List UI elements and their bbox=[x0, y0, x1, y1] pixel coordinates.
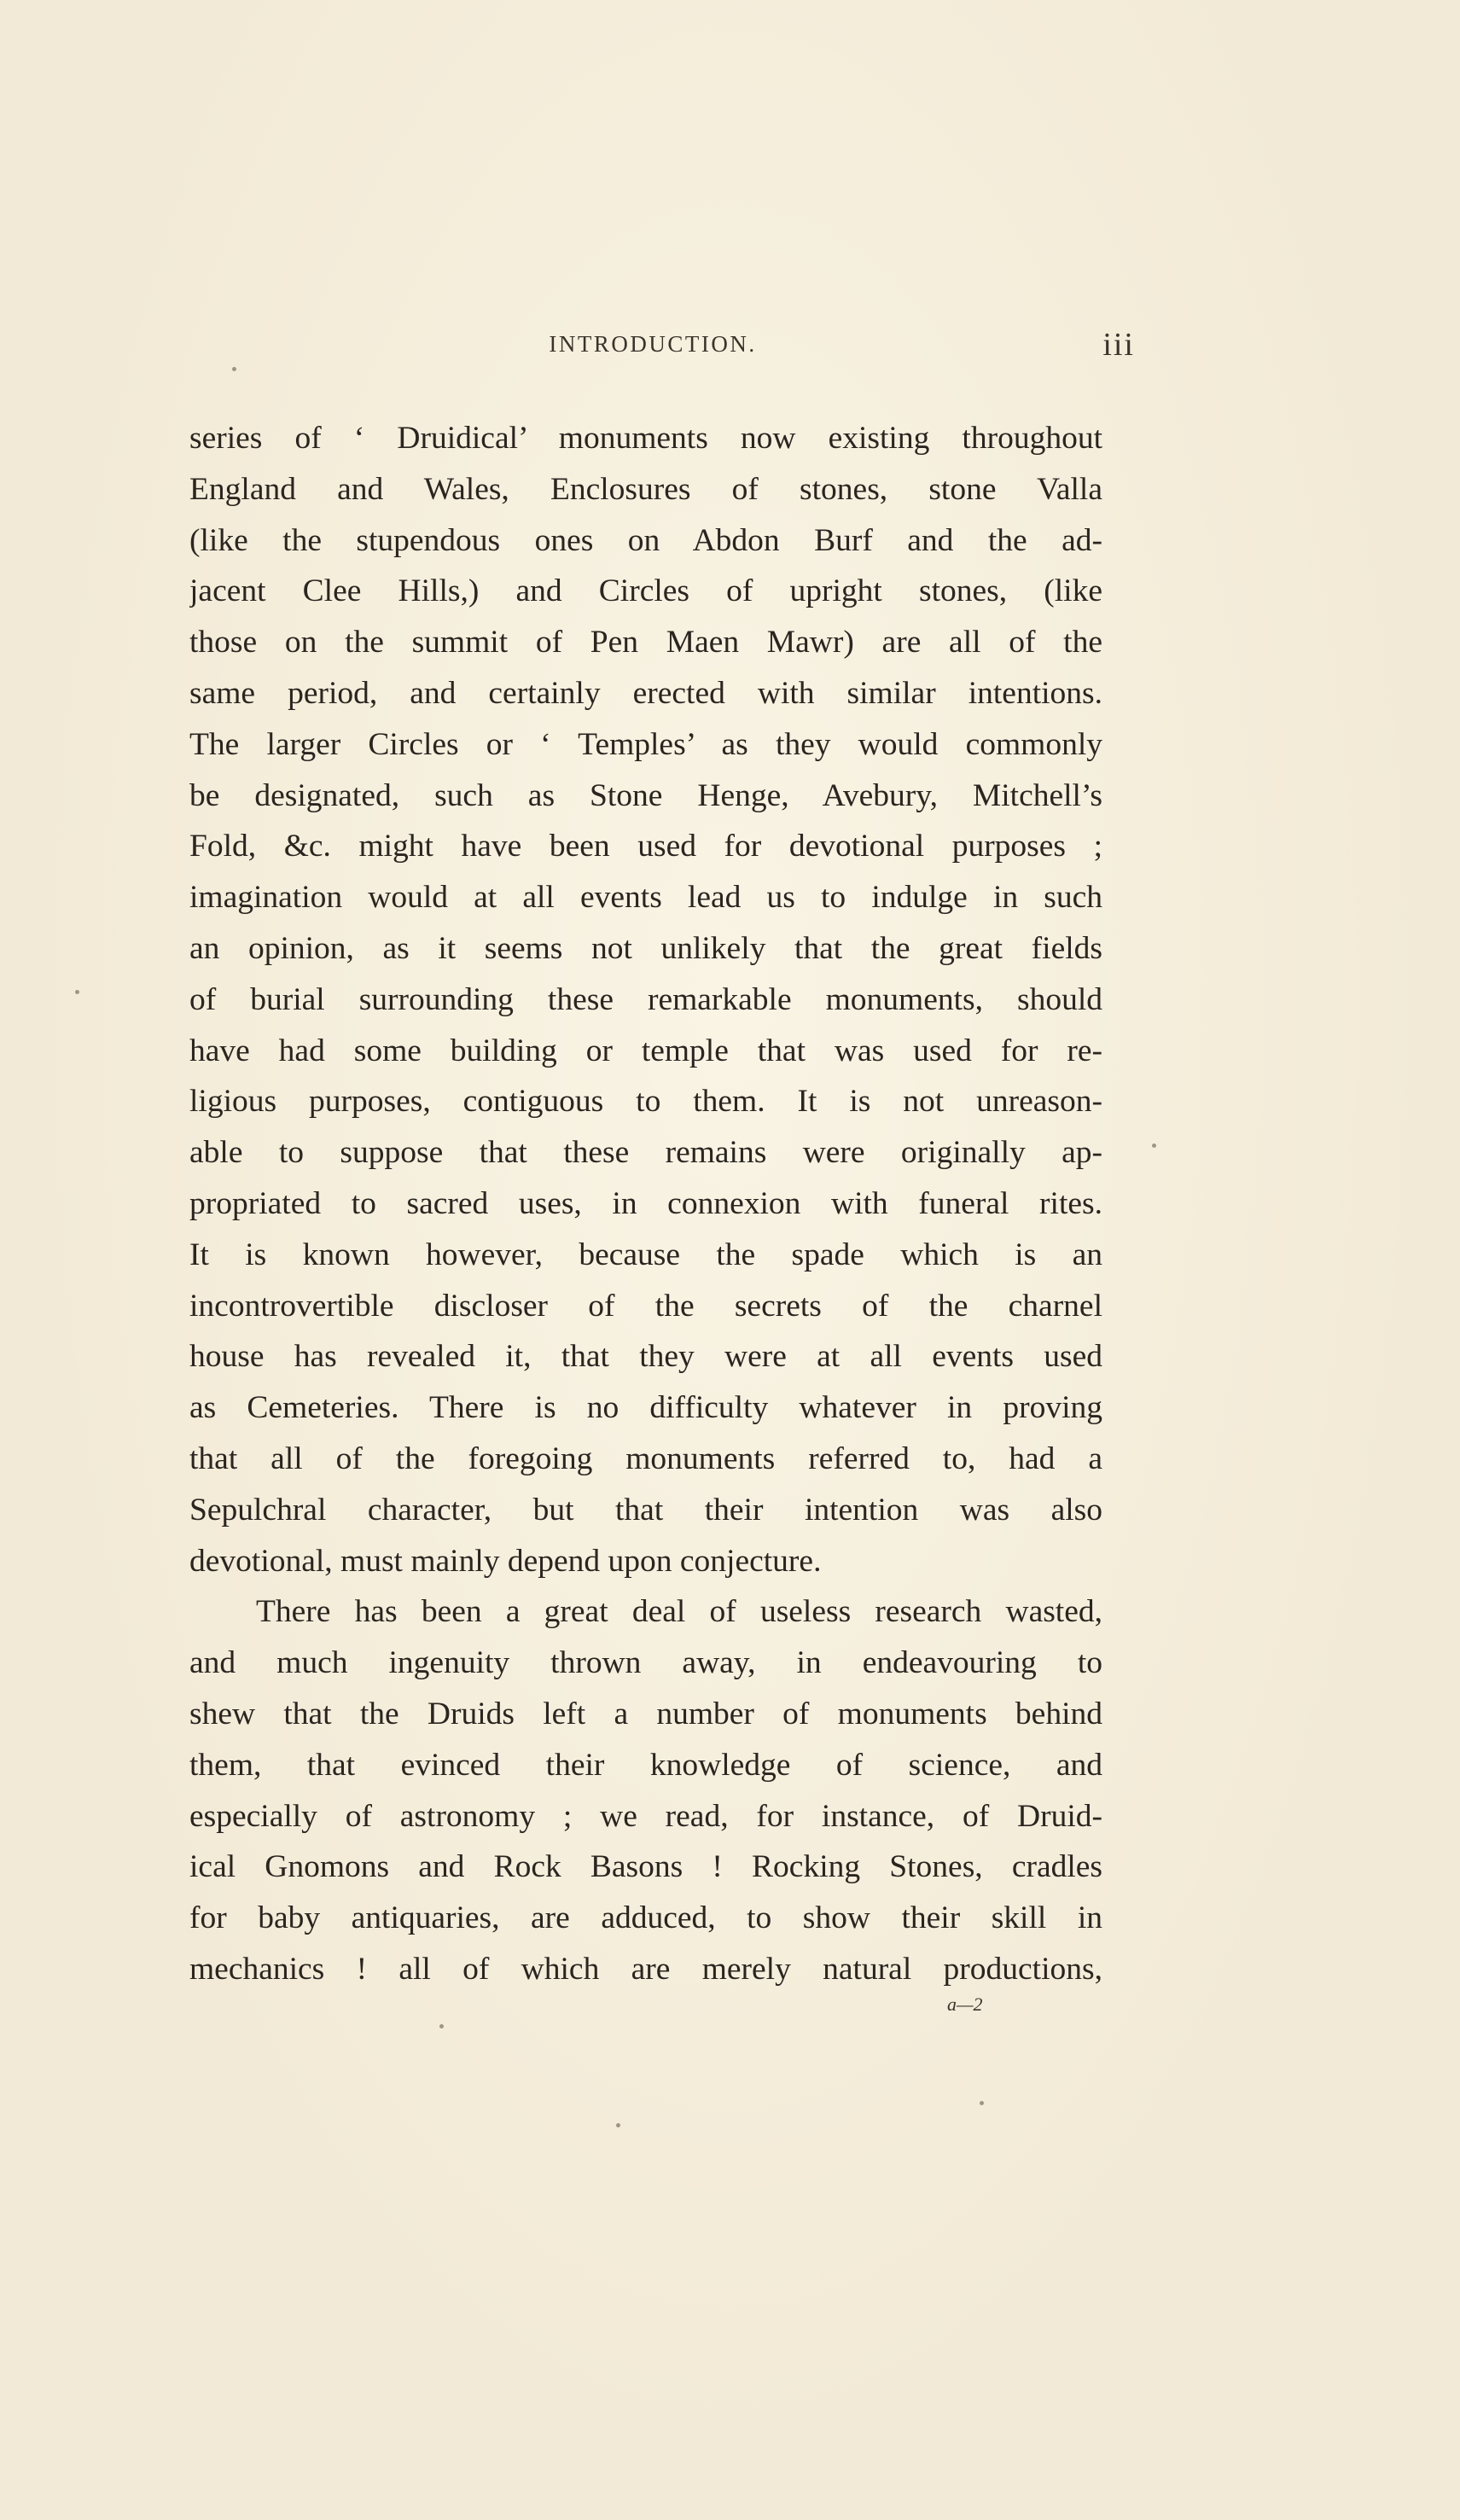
text-line: It is known however, because the spade which is an bbox=[189, 1237, 1102, 1272]
body-text bbox=[189, 413, 1102, 1995]
text-line: imagination would at all events lead us to indulge in such bbox=[189, 880, 1102, 916]
signature-mark: a—2 bbox=[947, 1993, 983, 2015]
text-line: (like the stupendous ones on Abdon Burf and the ad- bbox=[189, 522, 1102, 558]
text-line: The larger Circles or ‘ Temples’ as they would commonly bbox=[189, 726, 1102, 762]
text-line: incontrovertible discloser of the secrets of the charnel bbox=[189, 1288, 1102, 1324]
text-line: for baby antiquaries, are adduced, to show their skill in bbox=[189, 1900, 1102, 1936]
text-line: ical Gnomons and Rock Basons ! Rocking Stones, cradles bbox=[189, 1849, 1102, 1885]
text-line: those on the summit of Pen Maen Mawr) are all of the bbox=[189, 625, 1102, 661]
text-line: that all of the foregoing monuments referred to, had a bbox=[189, 1440, 1102, 1476]
text-line: jacent Clee Hills,) and Circles of upright stones, (like bbox=[189, 573, 1102, 609]
page-speck bbox=[75, 990, 79, 994]
text-line: them, that evinced their knowledge of science, and bbox=[189, 1747, 1102, 1783]
text-line: and much ingenuity thrown away, in endeavouring to bbox=[189, 1645, 1102, 1681]
text-line: able to suppose that these remains were originally ap- bbox=[189, 1135, 1102, 1171]
running-title: INTRODUCTION. bbox=[549, 331, 757, 357]
text-line: mechanics ! all of which are merely natural productions, bbox=[189, 1951, 1102, 1987]
text-line: England and Wales, Enclosures of stones, stone Valla bbox=[189, 471, 1102, 507]
text-line: shew that the Druids left a number of monuments behind bbox=[189, 1696, 1102, 1731]
running-head bbox=[188, 327, 1135, 374]
page-speck bbox=[232, 367, 236, 371]
text-line: There has been a great deal of useless research wasted, bbox=[256, 1594, 1102, 1630]
text-line: as Cemeteries. There is no difficulty whatever in proving bbox=[189, 1390, 1102, 1426]
text-line: an opinion, as it seems not unlikely that the great fields bbox=[189, 930, 1102, 966]
page-speck bbox=[1152, 1144, 1156, 1148]
text-line: same period, and certainly erected with similar intentions. bbox=[189, 675, 1102, 711]
page-speck bbox=[439, 2024, 444, 2028]
text-line: house has revealed it, that they were at all events used bbox=[189, 1339, 1102, 1375]
text-line: have had some building or temple that was used for re- bbox=[189, 1033, 1102, 1068]
text-line: series of ‘ Druidical’ monuments now existing throughout bbox=[189, 421, 1102, 456]
text-line: ligious purposes, contiguous to them. It is not unreason- bbox=[189, 1084, 1102, 1120]
page-number: iii bbox=[1102, 327, 1135, 363]
text-line: propriated to sacred uses, in connexion with funeral rites. bbox=[189, 1185, 1102, 1221]
text-line: devotional, must mainly depend upon conjecture. bbox=[189, 1543, 822, 1579]
page-speck bbox=[616, 2123, 620, 2127]
text-line: Sepulchral character, but that their intention was also bbox=[189, 1492, 1102, 1528]
text-line: Fold, &c. might have been used for devotional purposes ; bbox=[189, 829, 1102, 864]
text-line: be designated, such as Stone Henge, Avebury, Mitchell’s bbox=[189, 777, 1102, 813]
page-speck bbox=[980, 2101, 984, 2105]
text-line: of burial surrounding these remarkable monuments, should bbox=[189, 981, 1102, 1017]
text-line: especially of astronomy ; we read, for instance, of Druid- bbox=[189, 1798, 1102, 1834]
